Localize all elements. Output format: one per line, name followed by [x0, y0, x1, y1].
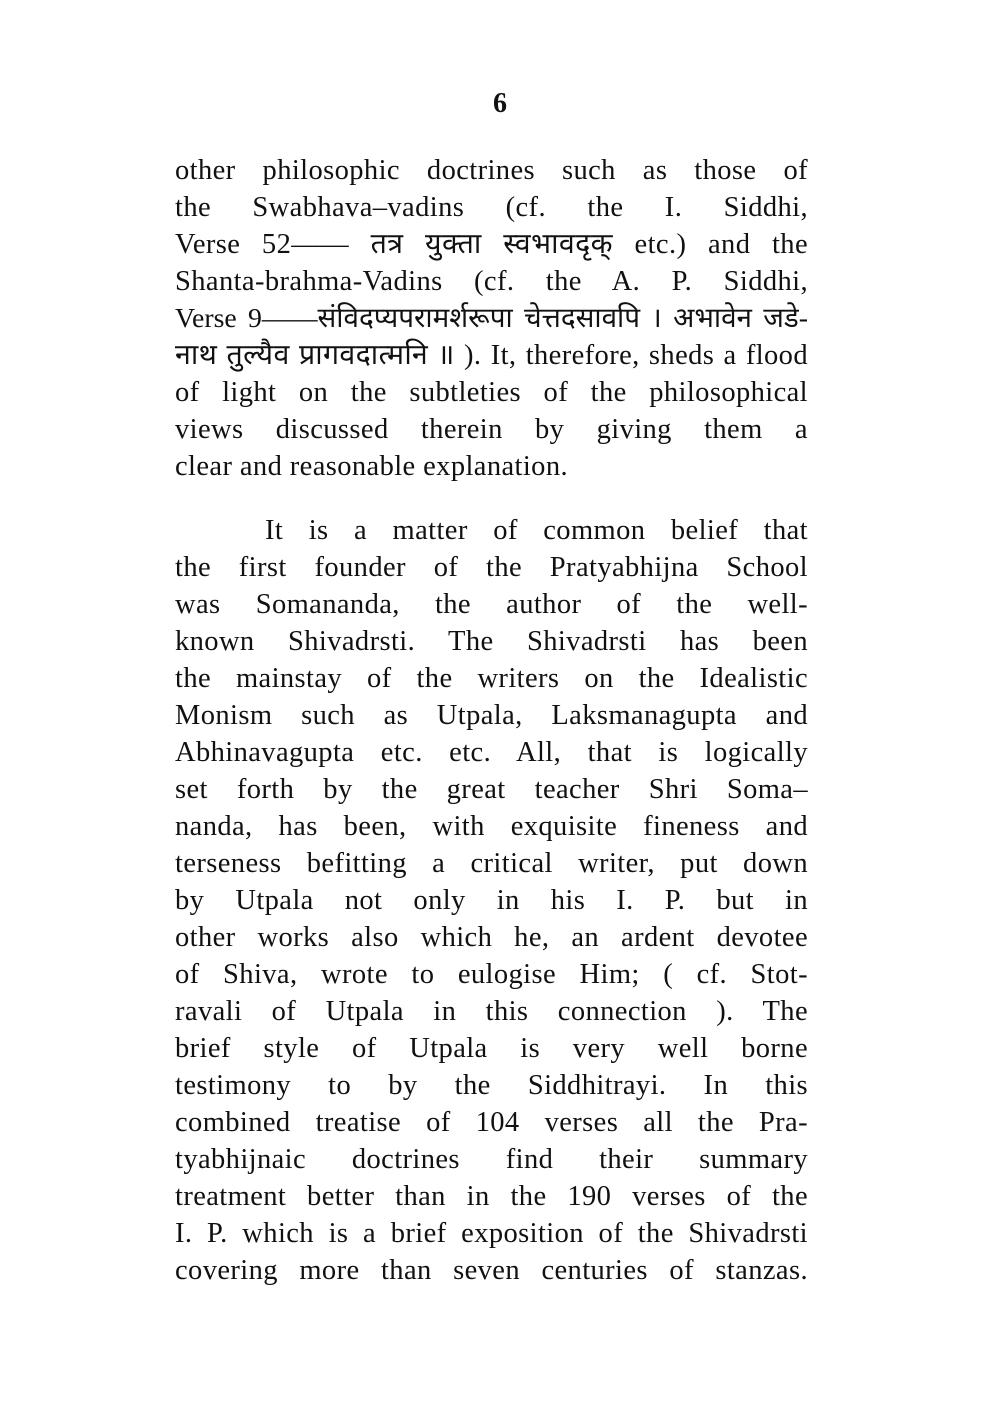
text-line: of Shiva, wrote to eulogise Him; ( cf. Stot-	[175, 959, 808, 990]
text-line: other works also which he, an ardent devotee	[175, 922, 808, 953]
text-line: Monism such as Utpala, Laksmanagupta and	[175, 700, 808, 731]
text-line: the first founder of the Pratyabhijna School	[175, 552, 808, 583]
text-line: tyabhijnaic doctrines find their summary	[175, 1144, 808, 1175]
text-line: Verse 9——संविदप्यपरामर्शरूपा चेत्तदसावपि । अभावेन जडे-	[175, 303, 808, 334]
paragraph-2	[175, 512, 808, 1289]
text-line: नाथ तुल्यैव प्रागवदात्मनि ॥ ). It, therefore, sheds a flood	[175, 340, 808, 371]
text-line: ravali of Utpala in this connection ). The	[175, 996, 808, 1027]
text-line: views discussed therein by giving them a	[175, 414, 808, 445]
text-line: treatment better than in the 190 verses of the	[175, 1181, 808, 1212]
text-line: brief style of Utpala is very well borne	[175, 1033, 808, 1064]
text-line: nanda, has been, with exquisite fineness and	[175, 811, 808, 842]
text-line: combined treatise of 104 verses all the Pra-	[175, 1107, 808, 1138]
text-line: I. P. which is a brief exposition of the Shivadrsti	[175, 1218, 808, 1249]
text-line: It is a matter of common belief that	[265, 515, 808, 546]
text-line: Abhinavagupta etc. etc. All, that is logically	[175, 737, 808, 768]
text-line: the Swabhava–vadins (cf. the I. Siddhi,	[175, 192, 808, 223]
text-line: covering more than seven centuries of stanzas.	[175, 1255, 808, 1286]
text-line: known Shivadrsti. The Shivadrsti has been	[175, 626, 808, 657]
text-line: terseness befitting a critical writer, put down	[175, 848, 808, 879]
paragraph-1	[175, 152, 808, 485]
text-line: the mainstay of the writers on the Idealistic	[175, 663, 808, 694]
text-line: of light on the subtleties of the philosophical	[175, 377, 808, 408]
text-line: by Utpala not only in his I. P. but in	[175, 885, 808, 916]
text-line: testimony to by the Siddhitrayi. In this	[175, 1070, 808, 1101]
text-line: Shanta-brahma-Vadins (cf. the A. P. Siddhi,	[175, 266, 808, 297]
text-line: was Somananda, the author of the well-	[175, 589, 808, 620]
text-line: other philosophic doctrines such as those of	[175, 155, 808, 186]
text-line: Verse 52—— तत्र युक्ता स्वभावदृक् etc.) and the	[175, 229, 808, 260]
page-number: 6	[493, 88, 507, 119]
text-line: set forth by the great teacher Shri Soma–	[175, 774, 808, 805]
text-line: clear and reasonable explanation.	[175, 451, 569, 482]
